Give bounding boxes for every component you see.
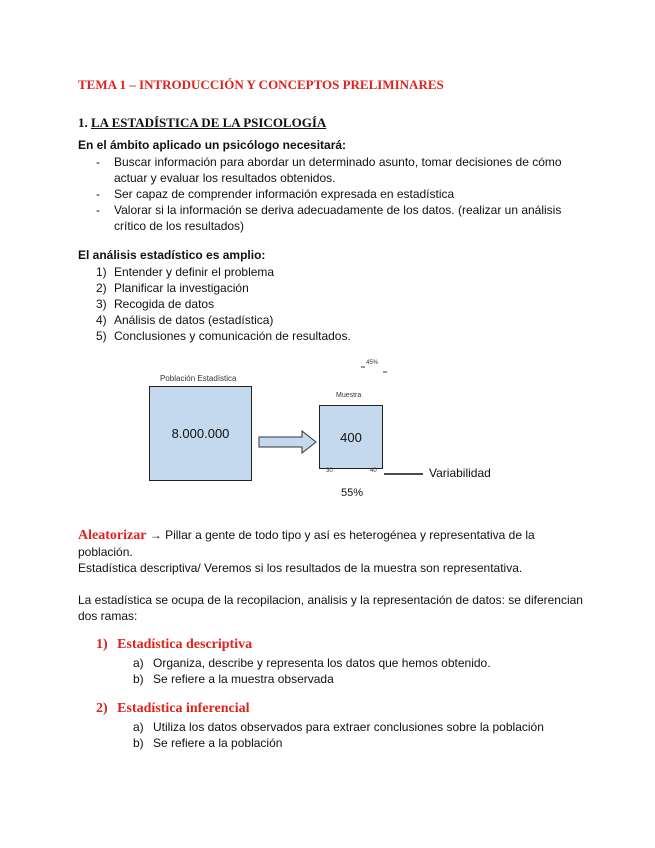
list-text: Análisis de datos (estadística) (114, 313, 274, 327)
list-item (96, 186, 566, 202)
variability-line (384, 471, 424, 477)
list-item (96, 312, 516, 328)
list-marker: 3) (96, 297, 107, 311)
list-text: Recogida de datos (114, 297, 215, 311)
list-text (96, 202, 566, 234)
population-box (149, 386, 252, 481)
branch-title-descriptiva (96, 637, 252, 653)
list-text-line: actuar y evaluar los resultados obtenidos. (114, 171, 336, 185)
ambito-heading: En el ámbito aplicado un psicólogo necesitará: (78, 138, 347, 152)
list-item (133, 719, 593, 735)
population-value: 8.000.000 (171, 426, 230, 441)
top-marks (360, 360, 390, 374)
branch-number: 1) (96, 637, 108, 652)
list-text: Se refiere a la muestra observada (153, 672, 334, 686)
aleatorizar-term: Aleatorizar (78, 528, 147, 543)
list-marker: b) (133, 672, 144, 686)
list-item (96, 264, 516, 280)
list-text: Entender y definir el problema (114, 265, 275, 279)
list-item (133, 735, 593, 751)
list-marker: - (96, 203, 100, 217)
aleatorizar-paragraph (78, 527, 535, 576)
list-item (96, 280, 516, 296)
list-text: Ser capaz de comprender información expresada en estadística (114, 187, 455, 201)
list-marker: 2) (96, 281, 107, 295)
list-text-line: crítico de los resultados) (114, 219, 245, 233)
list-item (133, 671, 573, 687)
section-number: 1. (78, 115, 88, 130)
sample-value: 400 (340, 429, 362, 445)
sample-label: Muestra (336, 392, 362, 399)
list-text: Planificar la investigación (114, 281, 249, 295)
descriptiva-note: Estadística descriptiva/ Veremos si los resultados de la muestra son representativa. (78, 561, 523, 575)
list-text: Se refiere a la población (153, 736, 283, 750)
top-percent: 45% (366, 360, 379, 366)
bottom-right-tick: 40 (370, 468, 377, 474)
list-marker: - (96, 187, 100, 201)
list-marker: a) (133, 656, 144, 670)
list-item (96, 328, 516, 344)
list-text-line: Buscar información para abordar un determinado asunto, tomar decisiones de cómo (114, 155, 562, 169)
tema-title: TEMA 1 – INTRODUCCIÓN Y CONCEPTOS PRELIMINARES (78, 77, 444, 92)
bottom-left-tick: 30 (326, 468, 333, 474)
section-heading (78, 115, 326, 131)
analisis-heading: El análisis estadístico es amplio: (78, 248, 266, 262)
list-marker: a) (133, 720, 144, 734)
bottom-percent: 55% (341, 487, 364, 499)
list-marker: 1) (96, 265, 107, 279)
branch-title: Estadística descriptiva (117, 637, 253, 652)
aleatorizar-text-continued: población. (78, 545, 133, 559)
branch-title-inferencial (96, 701, 250, 717)
list-marker: 4) (96, 313, 107, 327)
list-text: Utiliza los datos observados para extraer conclusiones sobre la población (153, 720, 544, 734)
ramas-intro (78, 592, 583, 624)
inferencial-list (133, 719, 593, 751)
list-text (96, 154, 566, 186)
aleatorizar-text: Pillar a gente de todo tipo y así es heterogénea y representativa de la (161, 528, 535, 542)
list-marker: 5) (96, 329, 107, 343)
list-item (96, 154, 566, 186)
arrow-icon: → (149, 528, 162, 542)
variability-label: Variabilidad (429, 466, 491, 480)
list-item (133, 655, 573, 671)
list-item (96, 202, 566, 234)
population-label: Población Estadística (160, 374, 237, 383)
list-text-line: Valorar si la información se deriva adecuadamente de los datos. (realizar un análisis (114, 203, 562, 217)
list-marker: - (96, 155, 100, 169)
aleatorizar-line (78, 527, 535, 544)
ramas-intro-line: La estadística se ocupa de la recopilacion, analisis y la representación de datos: se diferencian (78, 593, 583, 607)
list-marker: b) (133, 736, 144, 750)
sample-box (319, 405, 383, 469)
section-title: LA ESTADÍSTICA DE LA PSICOLOGÍA (91, 115, 327, 130)
list-item (96, 296, 516, 312)
arrow-right-icon (258, 430, 318, 454)
descriptiva-list (133, 655, 573, 687)
ambito-list (96, 154, 566, 234)
list-text: Organiza, describe y representa los datos que hemos obtenido. (153, 656, 491, 670)
branch-title: Estadística inferencial (117, 701, 250, 716)
branch-number: 2) (96, 701, 108, 716)
ramas-intro-line: dos ramas: (78, 609, 138, 623)
list-text: Conclusiones y comunicación de resultados. (114, 329, 351, 343)
analisis-list (96, 264, 516, 344)
